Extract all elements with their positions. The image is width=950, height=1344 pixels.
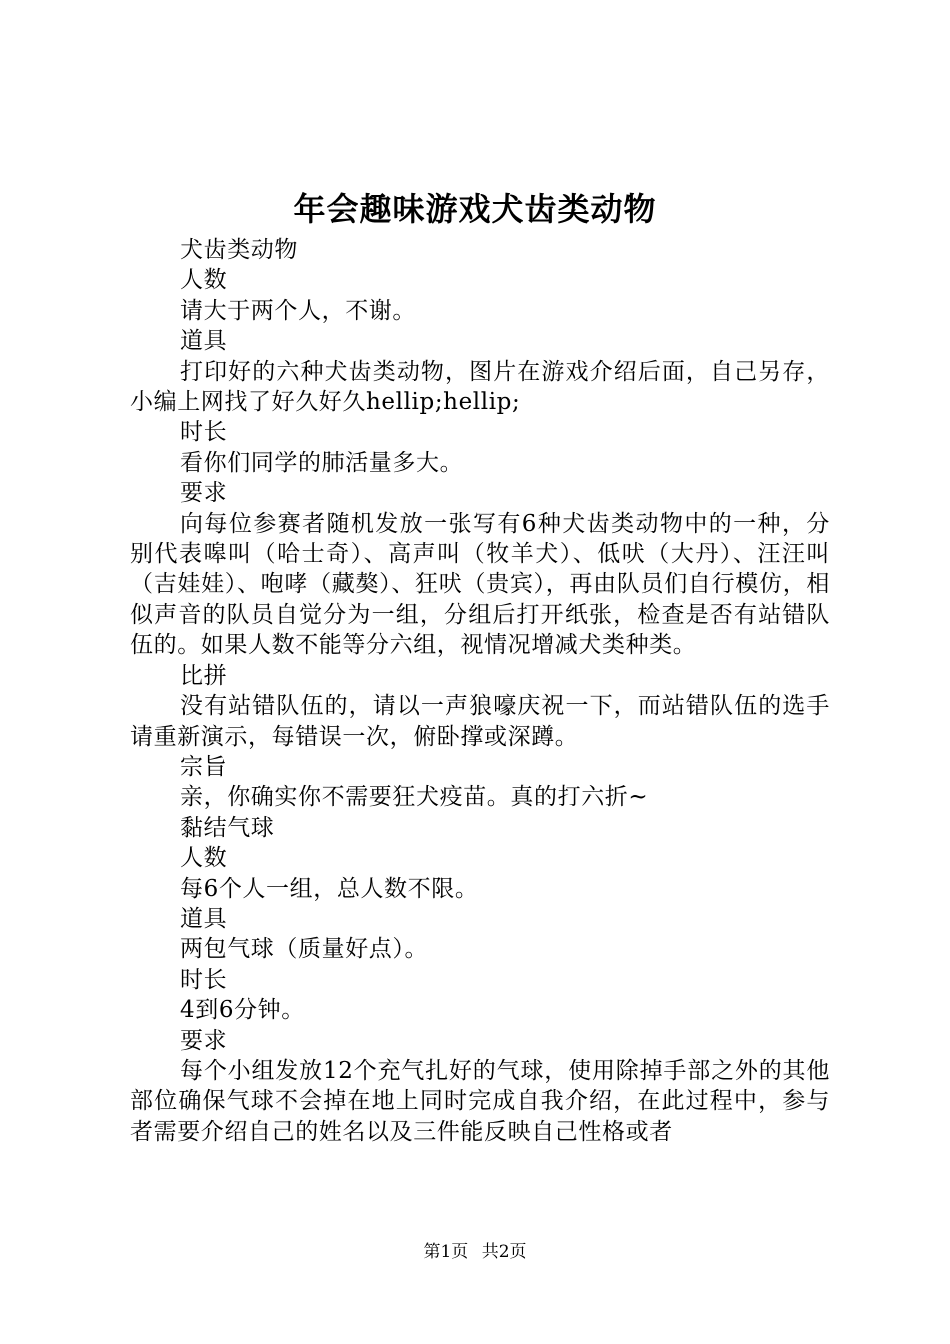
- page-total: 共2页: [481, 1242, 527, 1262]
- page-footer: [0, 1240, 950, 1264]
- page-number: 第1页: [423, 1242, 469, 1262]
- paragraph: 人数: [180, 845, 228, 872]
- paragraph: 道具: [180, 328, 228, 355]
- paragraph: 看你们同学的肺活量多大。: [180, 449, 464, 476]
- paragraph: 要求: [180, 1027, 228, 1054]
- paragraph: 两包气球（质量好点）。: [180, 936, 429, 963]
- paragraph: 4到6分钟。: [180, 997, 305, 1024]
- paragraph: 向每位参赛者随机发放一张写有6种犬齿类动物中的一种，分别代表嗥叫（哈士奇）、高声叫（牧羊犬）、低吠（大丹）、汪汪叫（吉娃娃）、咆哮（藏獒）、狂吠（贵宾），再由队员们自行模仿，相似声音的队员自觉分为一组，分组后打开纸张，检查是否有站错队伍的。如果人数不能等分六组，视情况增减犬类种类。: [130, 510, 830, 659]
- paragraph: 请大于两个人，不谢。: [180, 297, 416, 324]
- paragraph: 比拼: [180, 662, 228, 689]
- paragraph: 黏结气球: [180, 814, 275, 841]
- paragraph: 道具: [180, 905, 228, 932]
- paragraph: 打印好的六种犬齿类动物，图片在游戏介绍后面，自己另存，小编上网找了好久好久hellip;hellip;: [130, 358, 830, 416]
- paragraph: 每6个人一组，总人数不限。: [180, 875, 479, 902]
- paragraph: 时长: [180, 966, 228, 993]
- paragraph: 每个小组发放12个充气扎好的气球，使用除掉手部之外的其他部位确保气球不会掉在地上同时完成自我介绍，在此过程中，参与者需要介绍自己的姓名以及三件能反映自己性格或者: [130, 1057, 830, 1145]
- paragraph: 宗旨: [180, 753, 228, 780]
- paragraph: 犬齿类动物: [180, 237, 298, 263]
- paragraph: 人数: [180, 267, 228, 294]
- paragraph: 亲，你确实你不需要狂犬疫苗。真的打六折~: [180, 784, 649, 811]
- document-body: [130, 235, 830, 1147]
- paragraph: 时长: [180, 419, 228, 446]
- paragraph: 要求: [180, 480, 228, 507]
- paragraph: 没有站错队伍的，请以一声狼嚎庆祝一下，而站错队伍的选手请重新演示，每错误一次，俯卧撑或深蹲。: [130, 693, 830, 750]
- document-title: 年会趣味游戏犬齿类动物: [293, 190, 657, 228]
